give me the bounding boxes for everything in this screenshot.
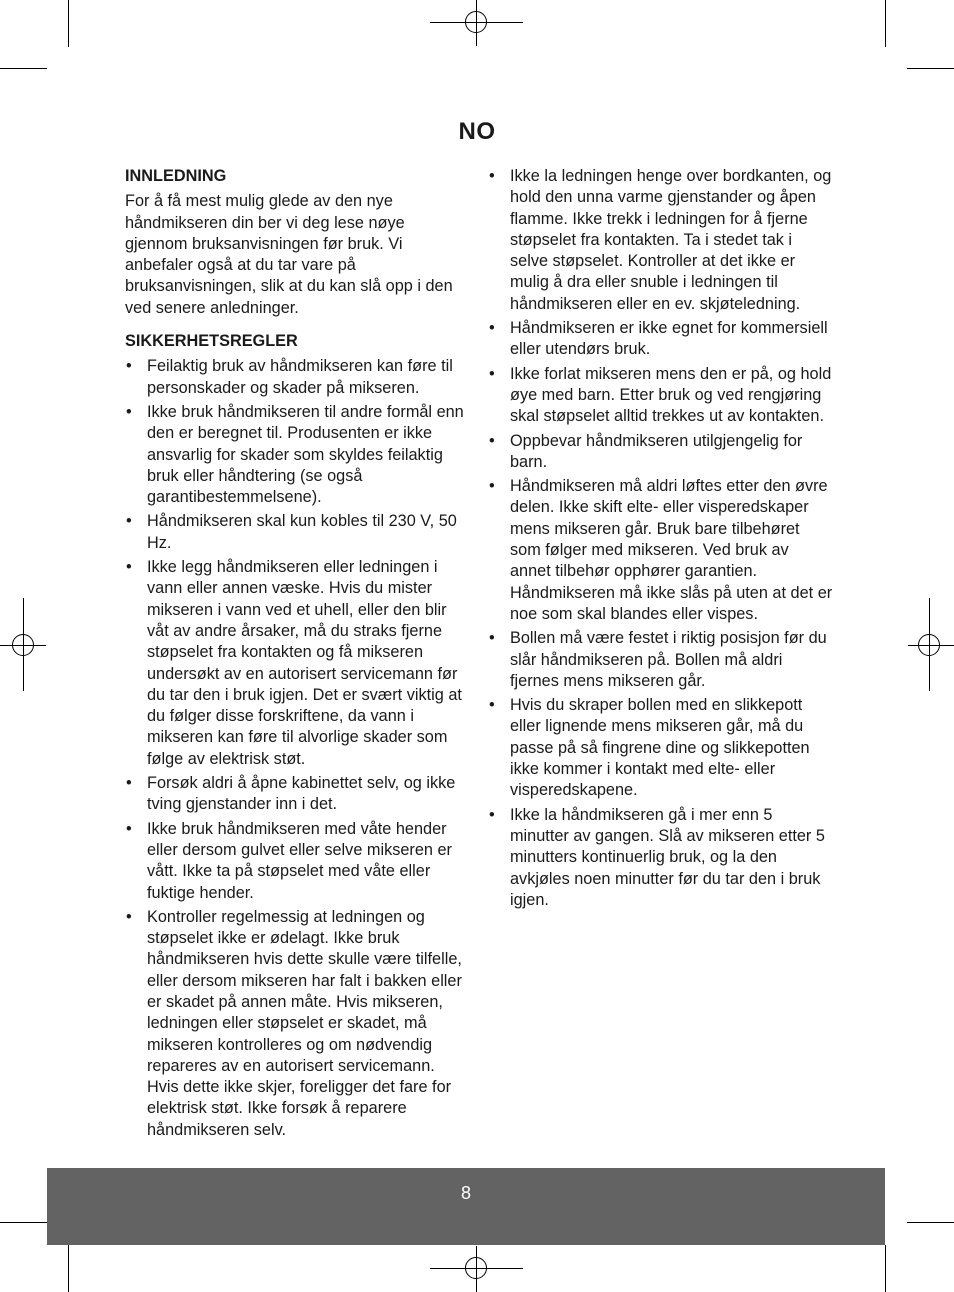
crop-mark: [68, 1245, 69, 1292]
bullet-icon: •: [489, 805, 495, 824]
list-item: [125, 907, 470, 1141]
safety-heading: SIKKERHETSREGLER: [125, 332, 298, 351]
list-item: [125, 402, 470, 508]
bullet-icon: •: [126, 774, 132, 793]
list-item: [488, 318, 833, 361]
list-item: [488, 805, 833, 911]
bullet-icon: •: [126, 907, 132, 926]
bullet-icon: •: [489, 477, 495, 496]
list-item-text: Ikke la håndmikseren gå i mer enn 5 minutter av gangen. Slå av mikseren etter 5 minutters kontinuerlig bruk, og la den avkjøles noen minutter før du tar den i bruk igjen.: [510, 805, 825, 909]
right-column: [488, 166, 833, 914]
list-item-text: Håndmikseren må aldri løftes etter den øvre delen. Ikke skift elte- eller visperedskaper mens mikseren går. Bruk bare tilbehøret som følger med mikseren. Ved bruk av annet tilbehør opphører garantien. Håndmikseren må ikke slås på uten at det er noe som skal blandes eller vispes.: [510, 477, 833, 623]
bullet-icon: •: [126, 402, 132, 421]
list-item: [488, 364, 833, 428]
list-item: [125, 511, 470, 554]
registration-circle: [465, 11, 487, 33]
list-item: [125, 356, 470, 399]
bullet-icon: •: [489, 364, 495, 383]
list-item-text: Håndmikseren skal kun kobles til 230 V, 50 Hz.: [147, 512, 457, 552]
registration-circle: [918, 634, 940, 656]
bullet-icon: •: [489, 696, 495, 715]
bullet-icon: •: [126, 357, 132, 376]
bullet-icon: •: [126, 512, 132, 531]
registration-circle: [12, 634, 34, 656]
introduction-heading: INNLEDNING: [125, 167, 227, 185]
list-item-text: Håndmikseren er ikke egnet for kommersiell eller utendørs bruk.: [510, 319, 828, 359]
list-item: [488, 695, 833, 801]
bullet-icon: •: [489, 431, 495, 450]
list-item: [488, 476, 833, 625]
list-item-text: Ikke la ledningen henge over bordkanten, og hold den unna varme gjenstander og åpen flamme. Ikke trekk i ledningen for å fjerne støpselet fra kontakten. Ta i stedet tak i selve støpselet. Kontroller at det ikke er mulig å dra eller snuble i ledningen til håndmikseren eller en ev. skjøteledning.: [510, 167, 832, 313]
introduction-text: For å få mest mulig glede av den nye håndmikseren din ber vi deg lese nøye gjennom bruksanvisningen før bruk. Vi anbefaler også at du tar vare på bruksanvisningen, slik at du kan slå opp i den ved senere anledninger.: [125, 192, 453, 317]
list-item: [488, 628, 833, 692]
crop-mark: [885, 0, 886, 47]
safety-list-left: [125, 356, 470, 1141]
list-item-text: Kontroller regelmessig at ledningen og støpselet ikke er ødelagt. Ikke bruk håndmikseren hvis dette skulle være tilfelle, eller dersom mikseren har falt i bakken eller er skadet på annen måte. Hvis mikseren, ledningen eller støpselet er skadet, må mikseren kontrolleres og om nødvendig repareres av en autorisert servicemann. Hvis dette ikke skjer, foreligger det fare for elektrisk støt. Ikke forsøk å reparere håndmikseren selv.: [147, 907, 462, 1139]
safety-list-right: [488, 166, 833, 911]
crop-mark: [907, 68, 954, 69]
bullet-icon: •: [126, 558, 132, 577]
list-item: [125, 819, 470, 904]
bullet-icon: •: [489, 629, 495, 648]
list-item-text: Oppbevar håndmikseren utilgjengelig for barn.: [510, 431, 803, 471]
page-number: 8: [460, 1183, 471, 1203]
list-item-text: Ikke bruk håndmikseren til andre formål enn den er beregnet til. Produsenten er ikke ansvarlig for skader som skyldes feilaktig bruk eller håndtering (se også garantibestemmelsene).: [147, 402, 464, 507]
crop-mark: [0, 68, 47, 69]
left-column: [125, 166, 470, 1144]
crop-mark: [907, 1222, 954, 1223]
list-item-text: Feilaktig bruk av håndmikseren kan føre til personskader og skader på mikseren.: [147, 357, 453, 397]
bullet-icon: •: [489, 167, 495, 185]
list-item-text: Hvis du skraper bollen med en slikkepott eller lignende mens mikseren går, må du passe på så fingrene dine og slikkepotten ikke kommer i kontakt med elte- eller visperedskapene.: [510, 696, 810, 800]
crop-mark: [885, 1245, 886, 1292]
registration-circle: [465, 1257, 487, 1279]
list-item-text: Ikke bruk håndmikseren med våte hender eller dersom gulvet eller selve mikseren er vått. Ikke ta på støpselet med våte eller fuktige hender.: [147, 819, 452, 902]
crop-mark: [0, 1222, 47, 1223]
page-footer-band: [47, 1168, 885, 1245]
list-item-text: Ikke legg håndmikseren eller ledningen i vann eller annen væske. Hvis du mister mikseren i vann ved et uhell, eller den blir våt av andre årsaker, må du straks fjerne støpselet fra kontakten og få mikseren undersøkt av en autorisert servicemann før du tar den i bruk igjen. Det er svært viktig at du følger disse forskriftene, da vann i mikseren kan føre til alvorlige skader som følge av elektrisk støt.: [147, 558, 462, 768]
list-item: [488, 166, 833, 315]
list-item-text: Bollen må være festet i riktig posisjon før du slår håndmikseren på. Bollen må aldri fjernes mens mikseren går.: [510, 629, 827, 690]
list-item: [488, 431, 833, 474]
crop-mark: [68, 0, 69, 47]
list-item: [125, 773, 470, 816]
language-heading: NO: [458, 118, 496, 145]
list-item: [125, 557, 470, 770]
bullet-icon: •: [126, 819, 132, 838]
bullet-icon: •: [489, 319, 495, 338]
list-item-text: Ikke forlat mikseren mens den er på, og hold øye med barn. Etter bruk og ved rengjøring skal støpselet alltid trekkes ut av kontakten.: [510, 364, 832, 426]
list-item-text: Forsøk aldri å åpne kabinettet selv, og ikke tving gjenstander inn i det.: [147, 774, 456, 814]
